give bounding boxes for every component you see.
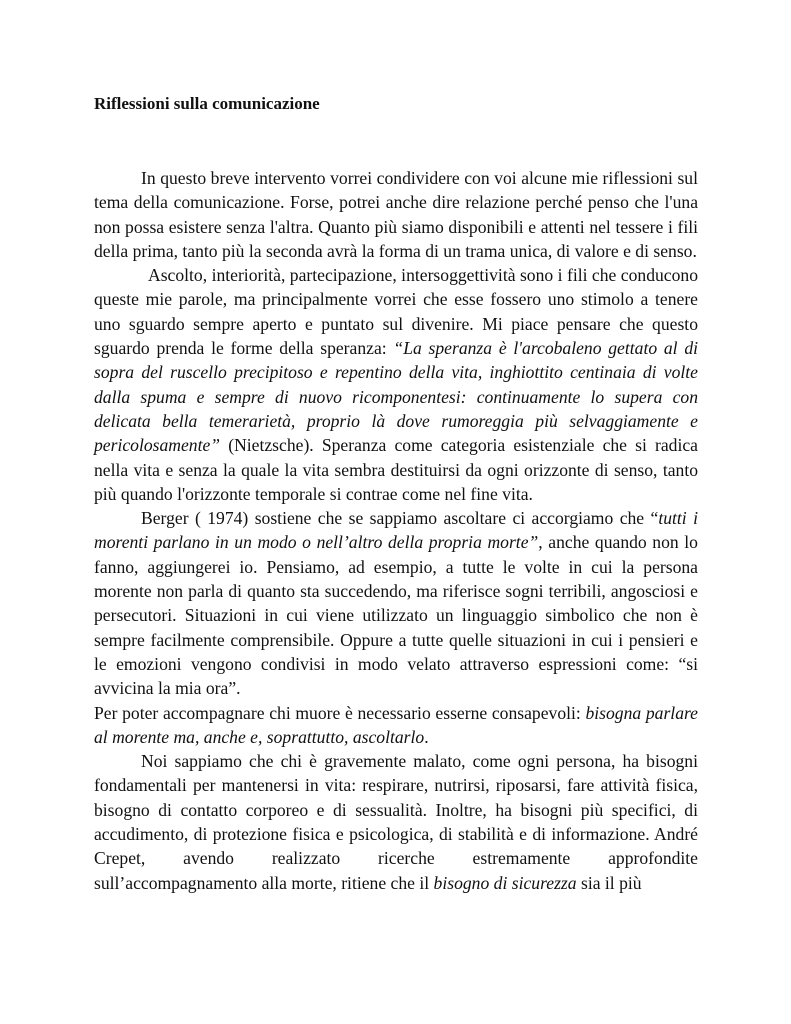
paragraph-listening-text: Per poter accompagnare chi muore è necessario esserne consapevoli: <box>94 702 586 723</box>
paragraph-listening-end: . <box>424 726 429 747</box>
nietzsche-quote: “La speranza è l'arcobaleno gettato al di sopra del ruscello precipitoso e repentino della vita, inghiottito centinaia di volte dalla spuma e sempre di nuovo ricomponentesi: continuamente lo supera con delicata bella temerarietà, proprio là dove rumoreggia più selvaggiamente e pericolosamente” <box>94 338 698 456</box>
paragraph-hope <box>94 263 698 506</box>
paragraph-needs <box>94 749 698 895</box>
paragraph-needs-end: sia il più <box>576 872 642 893</box>
berger-quote: tutti i morenti parlano in un modo o nell’altro della propria morte” <box>94 508 698 553</box>
document-title: Riflessioni sulla comunicazione <box>94 94 320 113</box>
security-need-emphasis: bisogno di sicurezza <box>433 872 577 893</box>
document-body <box>94 166 698 895</box>
listening-emphasis: bisogna parlare al morente ma, anche e, soprattutto, ascoltarlo <box>94 702 698 747</box>
paragraph-intro: In questo breve intervento vorrei condividere con voi alcune mie riflessioni sul tema della comunicazione. Forse, potrei anche dire relazione perché penso che l'una non possa esistere senza l'altra. Quanto più siamo disponibili e attenti nel tessere i fili della prima, tanto più la seconda avrà la forma di un trama unica, di valore e di senso. <box>94 168 698 261</box>
paragraph-listening <box>94 701 698 750</box>
paragraph-berger <box>94 506 698 700</box>
paragraph-hope-text: Ascolto, interiorità, partecipazione, intersoggettività sono i fili che conducono queste mie parole, ma principalmente vorrei che esse fossero uno stimolo a tenere uno sguardo sempre aperto e puntato sul divenire. Mi piace pensare che questo sguardo prenda le forme della speranza: <box>94 265 698 359</box>
paragraph-berger-text: Berger ( 1974) sostiene che se sappiamo ascoltare ci accorgiamo che “ <box>141 508 659 529</box>
paragraph-hope-text-end: (Nietzsche). Speranza come categoria esistenziale che si radica nella vita e senza la quale la vita sembra destituirsi da ogni orizzonte di senso, tanto più quando l'orizzonte temporale si contrae come nel fine vita. <box>94 435 698 504</box>
paragraph-berger-text-end: , anche quando non lo fanno, aggiungerei io. Pensiamo, ad esempio, a tutte le volte in cui la persona morente non parla di quanto sta succedendo, ma riferisce sogni terribili, angosciosi e persecutori. Situazioni in cui viene utilizzato un linguaggio simbolico che non è sempre facilmente comprensibile. Oppure a tutte quelle situazioni in cui i pensieri e le emozioni vengono condivisi in modo velato attraverso espressioni come: “si avvicina la mia ora”. <box>94 532 698 699</box>
paragraph-needs-text: Noi sappiamo che chi è gravemente malato, come ogni persona, ha bisogni fondamentali per mantenersi in vita: respirare, nutrirsi, riposarsi, fare attività fisica, bisogno di contatto corporeo e di sessualità. Inoltre, ha bisogni più specifici, di accudimento, di protezione fisica e psicologica, di stabilità e di informazione. André Crepet, avendo realizzato ricerche estremamente approfondite sull’accompagnamento alla morte, ritiene che il <box>94 751 698 893</box>
